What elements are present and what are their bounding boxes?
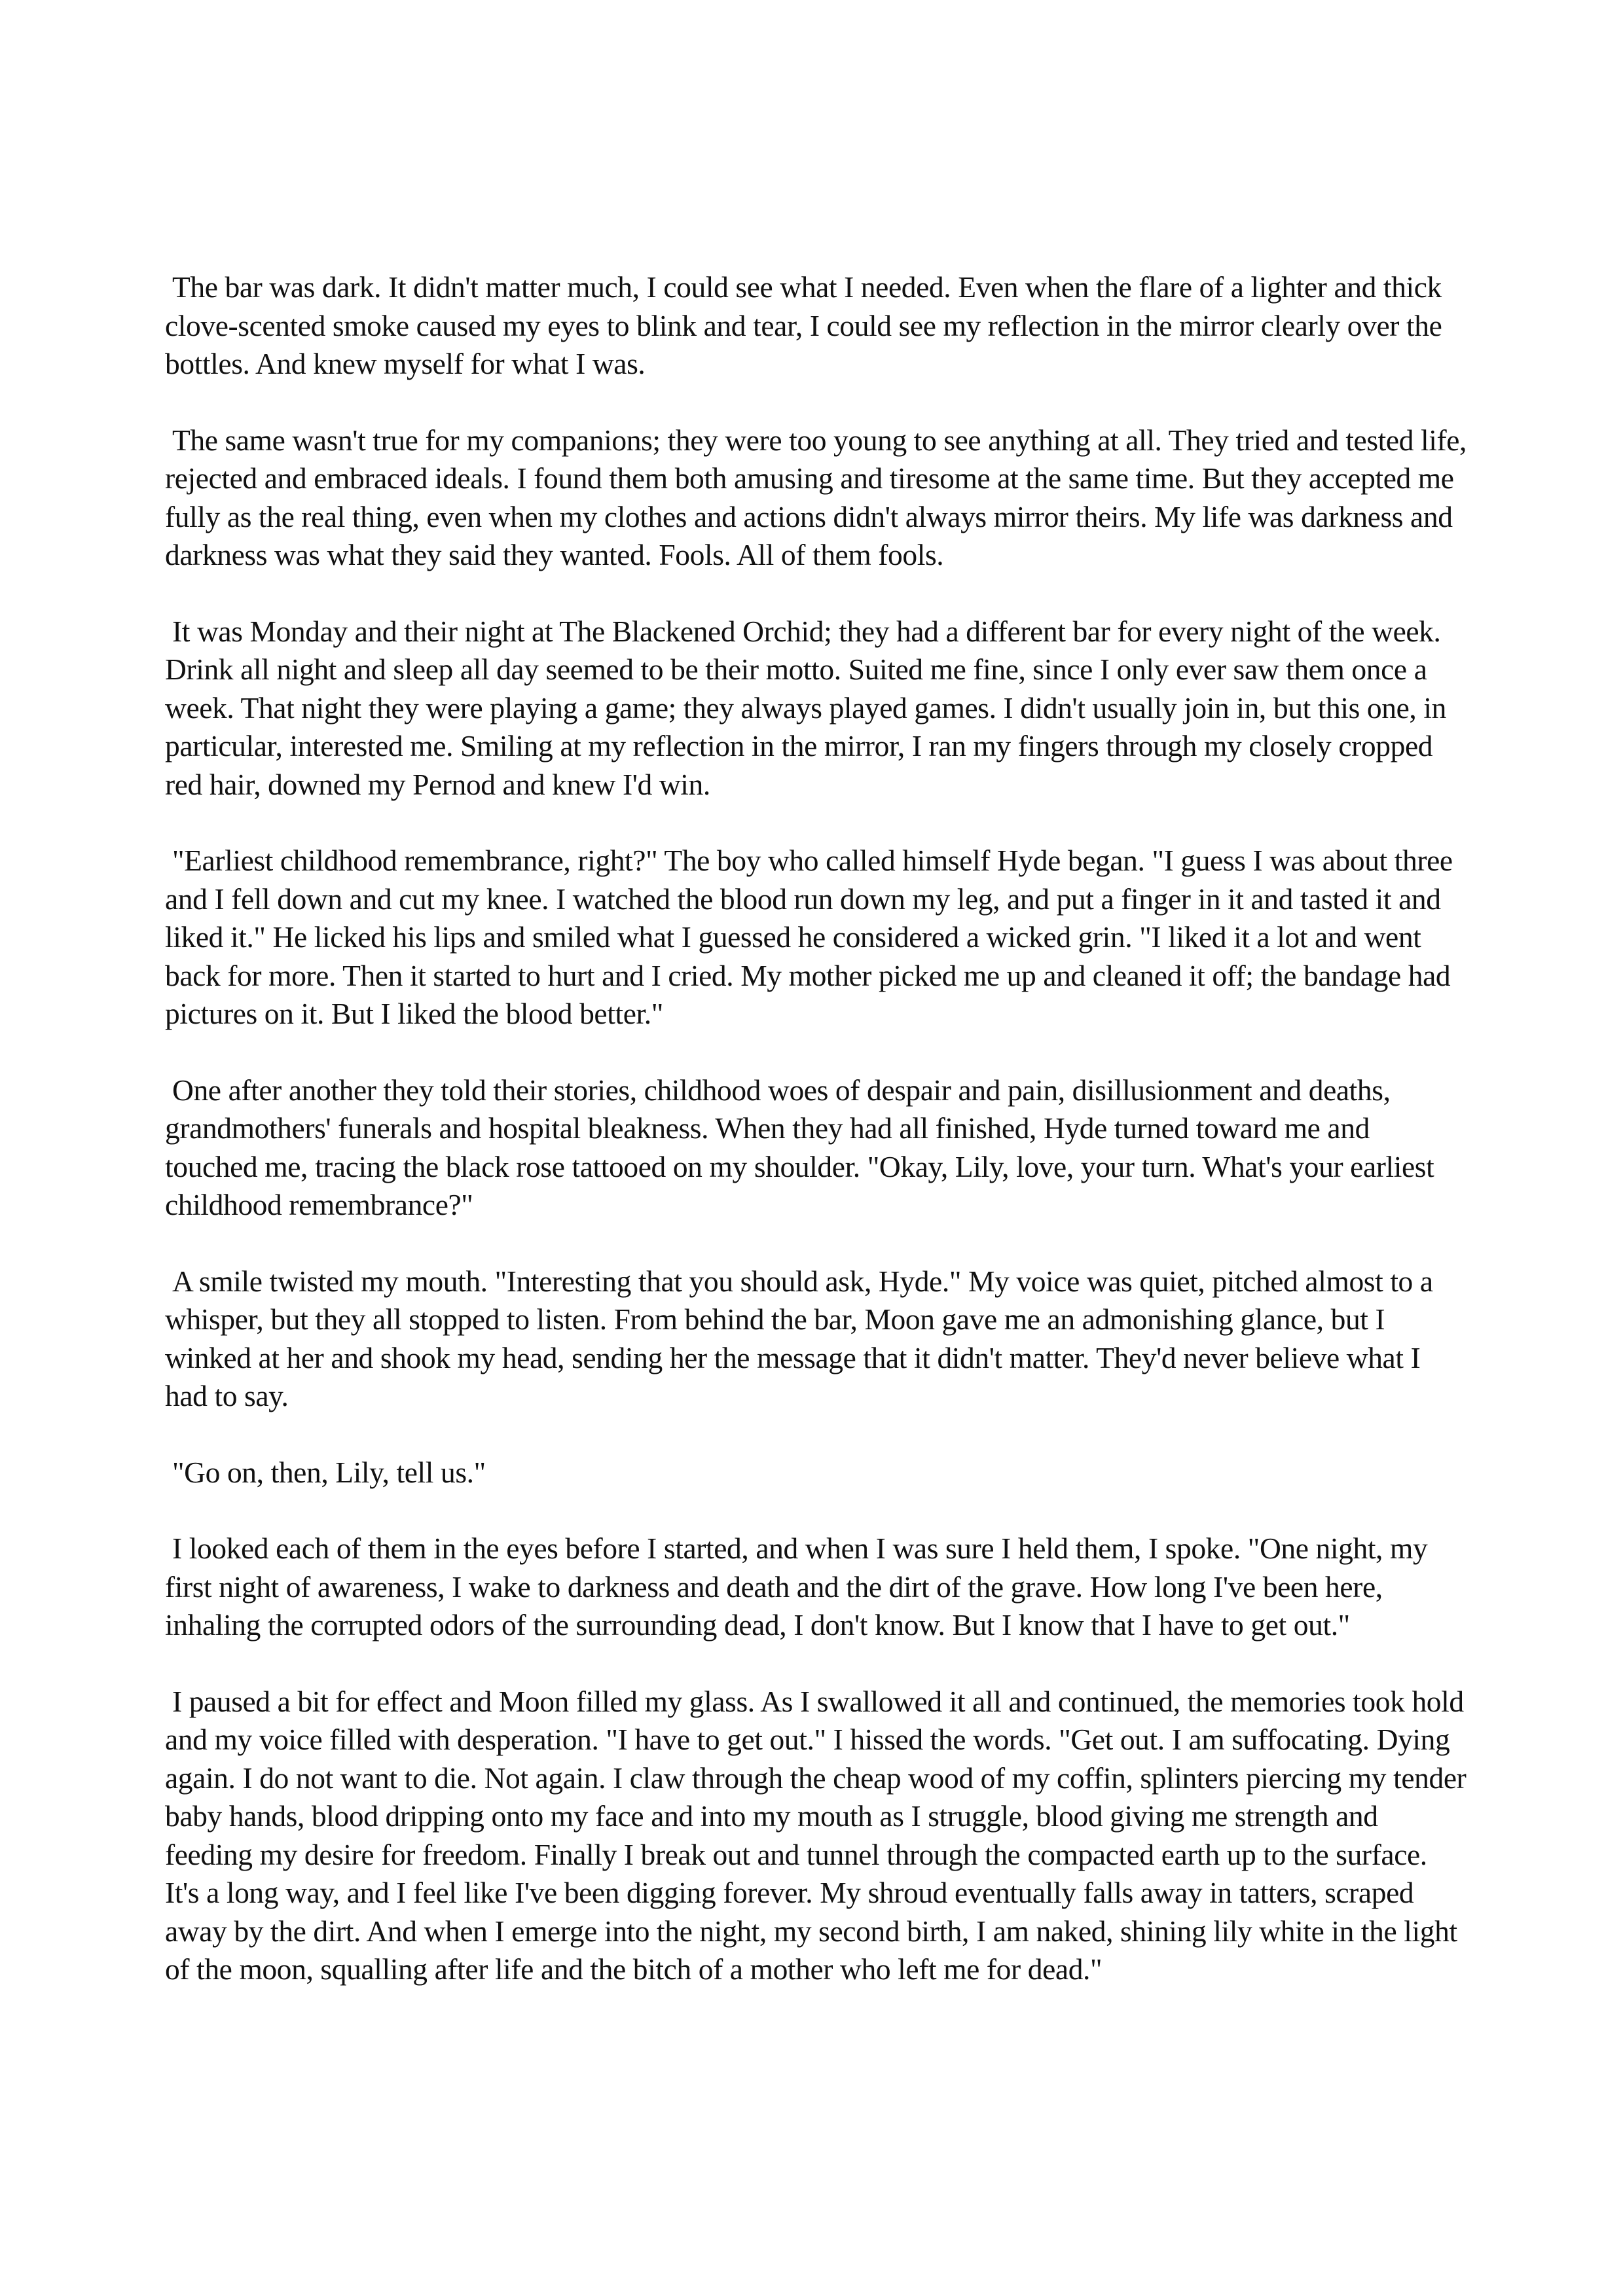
paragraph: One after another they told their stories, childhood woes of despair and pain, disillusionment and deaths, grandmothers' funerals and hospital bleakness. When they had all finished, Hyde turned toward me and touched me, tracing the black rose tattooed on my shoulder. "Okay, Lily, love, your turn. What's your earliest childhood remembrance?" xyxy=(165,1073,1442,1221)
paragraph: I paused a bit for effect and Moon filled my glass. As I swallowed it all and continued, the memories took hold and my voice filled with desperation. "I have to get out." I hissed the words. "Get out. I am suffocating. Dying again. I do not want to die. Not again. I claw through the cheap wood of my coffin, splinters piercing my tender baby hands, blood dripping onto my face and into my mouth as I struggle, blood giving me strength and feeding my desire for freedom. Finally I break out and tunnel through the compacted earth up to the surface. It's a long way, and I feel like I've been digging forever. My shroud eventually falls away in tatters, scraped away by the dirt. And when I emerge into the night, my second birth, I am naked, shining lily white in the light of the moon, squalling after life and the bitch of a mother who left me for dead." xyxy=(165,1684,1474,1986)
paragraph: It was Monday and their night at The Blackened Orchid; they had a different bar for every night of the week. Drink all night and sleep all day seemed to be their motto. Suited me fine, since I only ever saw them once a week. That night they were playing a game; they always played games. I didn't usually join in, but this one, in particular, interested me. Smiling at my reflection in the mirror, I ran my fingers through my closely cropped red hair, downed my Pernod and knew I'd win. xyxy=(165,614,1453,801)
paragraph: I looked each of them in the eyes before I started, and when I was sure I held them, I spoke. "One night, my first night of awareness, I wake to darkness and death and the dirt of the grave. How long I've been here, inhaling the corrupted odors of the surrounding dead, I don't know. But I know that I have to get out." xyxy=(165,1532,1435,1641)
paragraph: A smile twisted my mouth. "Interesting that you should ask, Hyde." My voice was quiet, pitched almost to a whisper, but they all stopped to listen. From behind the bar, Moon gave me an admonishing glance, but I winked at her and shook my head, sending her the message that it didn't matter. They'd never believe what I had to say. xyxy=(165,1264,1440,1412)
paragraph: "Earliest childhood remembrance, right?" The boy who called himself Hyde began. "I guess I was about three and I fell down and cut my knee. I watched the blood run down my leg, and put a finger in it and tasted it and liked it." He licked his lips and smiled what I guessed he considered a wicked grin. "I liked it a lot and went back for more. Then it started to hurt and I cried. My mother picked me up and cleaned it off; the bandage had pictures on it. But I liked the blood better." xyxy=(165,844,1460,1030)
paragraph: The same wasn't true for my companions; they were too young to see anything at all. They tried and tested life, rejected and embraced ideals. I found them both amusing and tiresome at the same time. But they accepted me fully as the real thing, even when my clothes and actions didn't always mirror theirs. My life was darkness and darkness was what they said they wanted. Fools. All of them fools. xyxy=(165,423,1474,571)
paragraph: The bar was dark. It didn't matter much, I could see what I needed. Even when the flare of a lighter and thick clove-scented smoke caused my eyes to blink and tear, I could see my reflection in the mirror clearly over the bottles. And knew myself for what I was. xyxy=(165,270,1450,380)
story-text xyxy=(165,268,1474,1989)
paragraph: "Go on, then, Lily, tell us." xyxy=(165,1455,486,1489)
